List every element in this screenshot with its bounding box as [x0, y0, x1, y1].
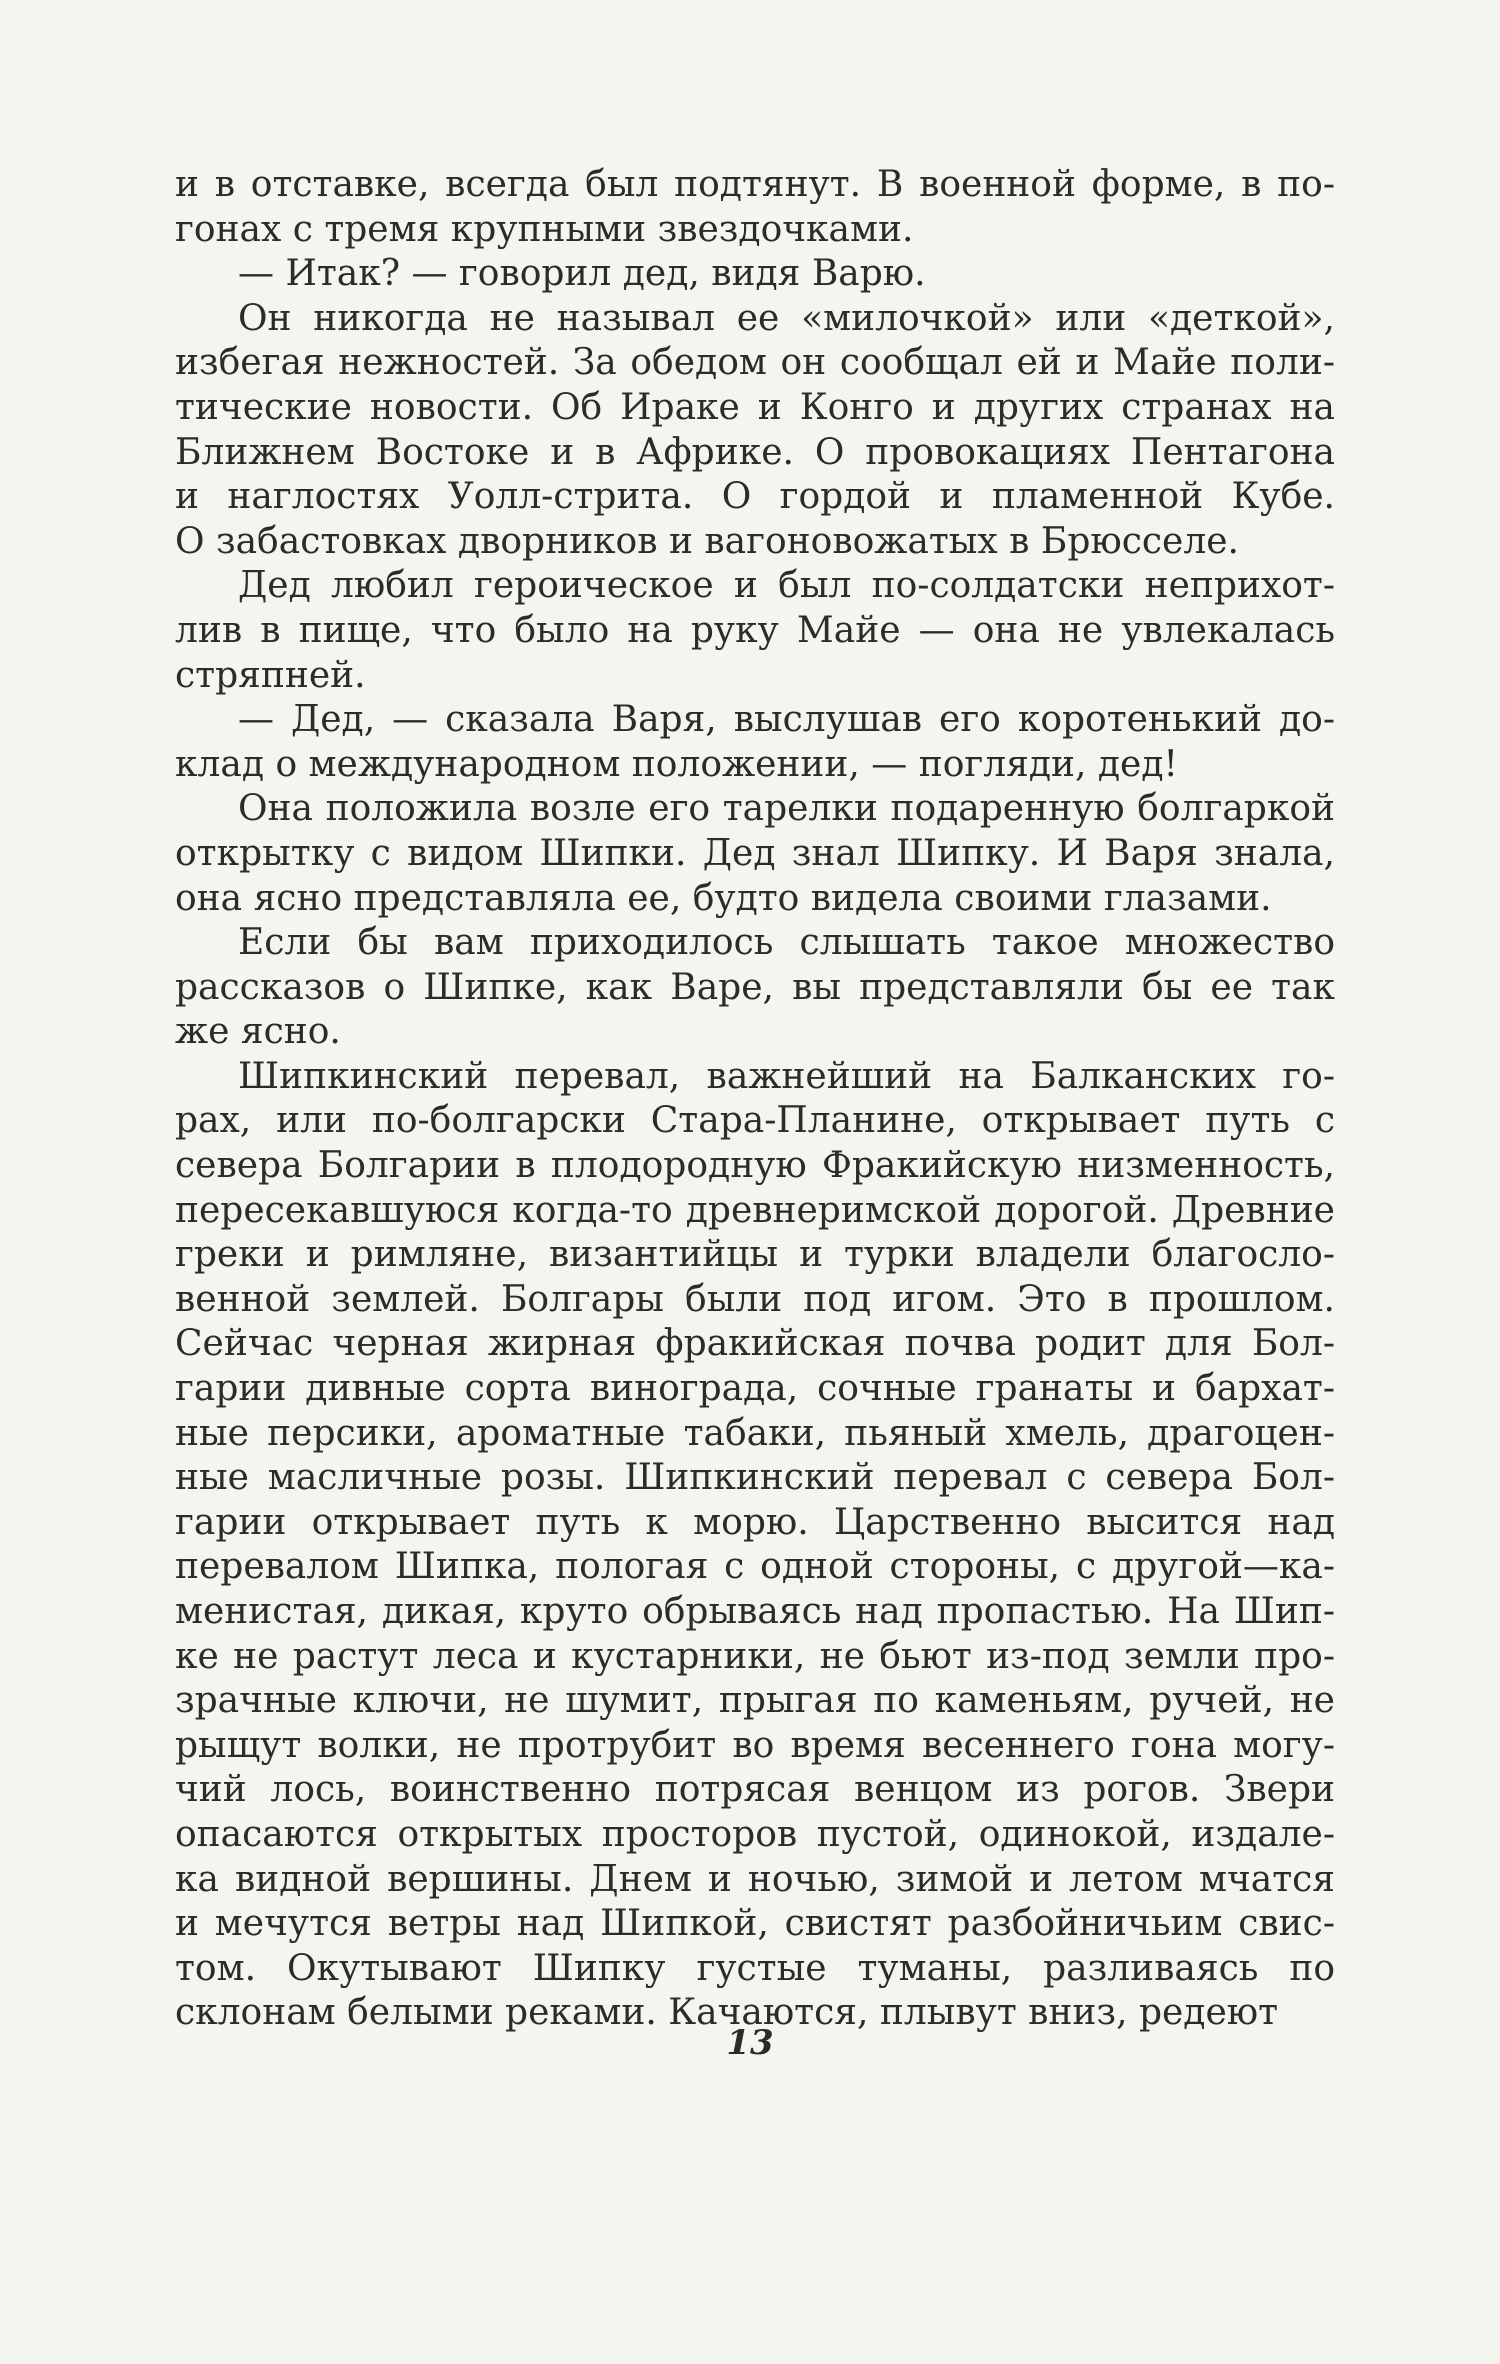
text-line: венной землей. Болгары были под игом. Это в прошлом. — [175, 1278, 1335, 1320]
body-text — [175, 163, 1335, 2036]
text-line: пересекавшуюся когда-то древнеримской дорогой. Древние — [175, 1189, 1335, 1231]
text-line: менистая, дикая, круто обрываясь над пропастью. На Шип- — [175, 1591, 1335, 1632]
text-line: и мечутся ветры над Шипкой, свистят разбойничьим свис- — [175, 1903, 1335, 1945]
paragraph — [175, 252, 1335, 297]
paragraph — [175, 787, 1335, 921]
text-line: Он никогда не называл ее «милочкой» или «деткой», — [238, 297, 1335, 339]
text-line: ке не растут леса и кустарники, не бьют из-под земли про- — [175, 1635, 1335, 1677]
text-line: тические новости. Об Ираке и Конго и других странах на — [175, 386, 1335, 428]
text-line: Шипкинский перевал, важнейший на Балканских го- — [238, 1055, 1335, 1097]
text-line: рах, или по-болгарски Стара-Планине, открывает путь с — [175, 1100, 1335, 1142]
text-line: клад о международном положении, — погляди, дед! — [175, 743, 1178, 785]
text-line: греки и римляне, византийцы и турки владели благосло- — [175, 1234, 1335, 1276]
text-line: лив в пище, что было на руку Майе — она не увлекалась — [175, 609, 1335, 651]
text-line: ные персики, ароматные табаки, пьяный хмель, драгоцен- — [175, 1412, 1335, 1454]
text-line: О забастовках дворников и вагоновожатых в Брюсселе. — [175, 520, 1239, 562]
text-line: Она положила возле его тарелки подаренную болгаркой — [238, 788, 1335, 830]
text-line: зрачные ключи, не шумит, прыгая по каменьям, ручей, не — [175, 1680, 1335, 1722]
paragraph — [175, 921, 1335, 1055]
text-line: и наглостях Уолл-стрита. О гордой и пламенной Кубе. — [175, 476, 1335, 518]
text-line: стряпней. — [175, 654, 366, 696]
text-line: — Дед, — сказала Варя, выслушав его коротенький до- — [238, 699, 1335, 741]
text-line: гарии дивные сорта винограда, сочные гранаты и бархат- — [175, 1368, 1335, 1410]
text-line: Если бы вам приходилось слышать такое множество — [238, 922, 1335, 964]
text-line: открытку с видом Шипки. Дед знал Шипку. И Варя знала, — [175, 832, 1335, 874]
paragraph — [175, 163, 1335, 252]
text-line: — Итак? — говорил дед, видя Варю. — [238, 253, 926, 295]
text-line: севера Болгарии в плодородную Фракийскую низменность, — [175, 1145, 1335, 1187]
text-line: ные масличные розы. Шипкинский перевал с севера Бол- — [175, 1457, 1335, 1499]
page-number: 13 — [726, 2023, 774, 2063]
text-line: Ближнем Востоке и в Африке. О провокациях Пентагона — [175, 431, 1335, 473]
text-line: гонах с тремя крупными звездочками. — [175, 208, 914, 250]
text-line: же ясно. — [175, 1011, 341, 1053]
text-line: опасаются открытых просторов пустой, одинокой, издале- — [175, 1813, 1335, 1855]
text-line: гарии открывает путь к морю. Царственно высится над — [175, 1501, 1335, 1543]
paragraph — [175, 297, 1335, 565]
paragraph — [175, 564, 1335, 698]
text-line: перевалом Шипка, пологая с одной стороны, с другой—ка- — [175, 1546, 1335, 1588]
text-line: Сейчас черная жирная фракийская почва родит для Бол- — [175, 1323, 1335, 1365]
paragraph — [175, 698, 1335, 787]
text-line: рассказов о Шипке, как Варе, вы представляли бы ее так — [175, 966, 1335, 1008]
text-line: том. Окутывают Шипку густые туманы, разливаясь по — [175, 1947, 1335, 1989]
paragraph — [175, 1055, 1335, 2036]
text-line: чий лось, воинственно потрясая венцом из рогов. Звери — [175, 1769, 1335, 1811]
text-line: избегая нежностей. За обедом он сообщал ей и Майе поли- — [175, 342, 1335, 384]
text-line: она ясно представляла ее, будто видела своими глазами. — [175, 877, 1272, 919]
text-line: ка видной вершины. Днем и ночью, зимой и летом мчатся — [175, 1858, 1335, 1900]
text-line: Дед любил героическое и был по-солдатски неприхот- — [238, 565, 1335, 607]
text-line: склонам белыми реками. Качаются, плывут вниз, редеют — [175, 1992, 1279, 2034]
text-line: и в отставке, всегда был подтянут. В военной форме, в по- — [175, 164, 1335, 205]
text-line: рыщут волки, не протрубит во время весеннего гона могу- — [175, 1724, 1335, 1766]
